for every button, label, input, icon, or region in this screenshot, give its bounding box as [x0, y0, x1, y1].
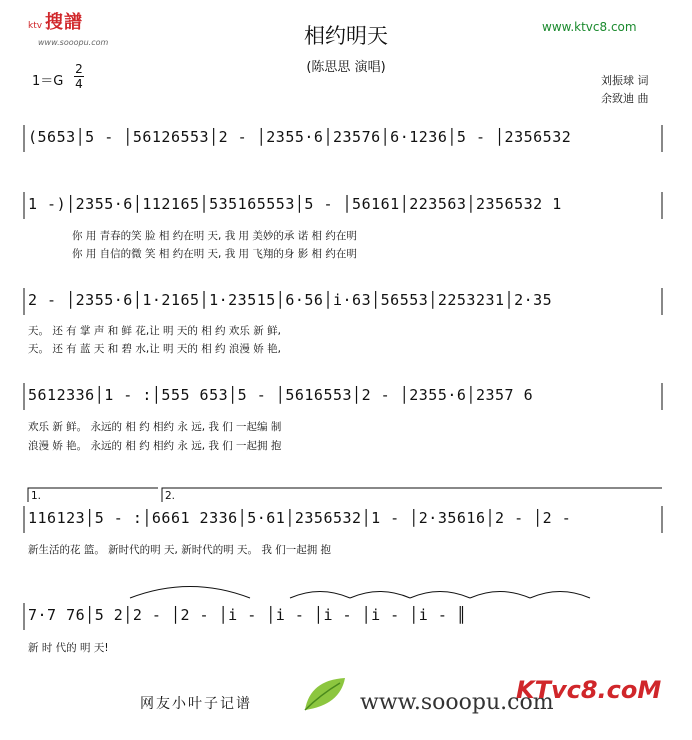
- score-row-2: 1 -)│2355·6│112165│535165553│5 - │56161│223563│2356532 1: [28, 195, 562, 213]
- volta-2: 2.: [165, 490, 176, 502]
- score-row-5: 116123│5 - :│6661 2336│5·61│2356532│1 - │2·35616│2 - │2 -: [28, 509, 572, 527]
- meter-bottom: 4: [75, 77, 83, 91]
- lyric-row-4b: 浪漫 娇 艳。 永远的 相 约 相约 永 远, 我 们 一起拥 抱: [28, 440, 282, 452]
- logo-prefix: ktv: [28, 21, 43, 31]
- lyric-row-2b: 你 用 自信的微 笑 相 约在明 天, 我 用 飞翔的身 影 相 约在明: [72, 248, 357, 260]
- lyric-row-3b: 天。 还 有 蓝 天 和 碧 水,让 明 天的 相 约 浪漫 娇 艳,: [28, 343, 281, 355]
- footer-url[interactable]: www.sooopu.com: [360, 690, 554, 715]
- lyric-row-3a: 天。 还 有 掌 声 和 鲜 花,让 明 天的 相 约 欢乐 新 鲜,: [28, 325, 281, 337]
- score-row-6: 7·7 76│5 2│2 - │2 - │i - │i - │i - │i - │i - ║: [28, 606, 467, 624]
- footer-brand[interactable]: KTvc8.coM: [516, 676, 662, 704]
- song-subtitle: (陈思思 演唱): [306, 60, 386, 75]
- leaf-icon: [300, 675, 350, 715]
- composer: 余致迪 曲: [601, 92, 649, 105]
- lyric-row-5a: 新生活的花 篮。 新时代的明 天, 新时代的明 天。 我 们一起拥 抱: [28, 544, 332, 556]
- lyric-row-6a: 新 时 代的 明 天!: [28, 642, 109, 654]
- meter-top: 2: [75, 62, 83, 76]
- logo-url: www.sooopu.com: [38, 38, 109, 47]
- site-url[interactable]: www.ktvc8.com: [542, 20, 637, 34]
- lyric-row-2a: 你 用 青春的笑 脸 相 约在明 天, 我 用 美妙的承 诺 相 约在明: [72, 230, 357, 242]
- lyric-row-4a: 欢乐 新 鲜。 永远的 相 约 相约 永 远, 我 们 一起编 制: [28, 421, 282, 433]
- logo-brand: 搜譜: [44, 12, 83, 33]
- song-title: 相约明天: [304, 24, 388, 48]
- key-signature: 1＝G: [32, 74, 64, 89]
- volta-1: 1.: [31, 490, 42, 502]
- score-row-1: (5653│5 - │56126553│2 - │2355·6│23576│6·1236│5 - │2356532: [28, 128, 572, 146]
- score-row-4: 5612336│1 - :│555 653│5 - │5616553│2 - │2355·6│2357 6: [28, 386, 534, 404]
- recorder-credit: 网友小叶子记谱: [140, 696, 252, 712]
- score-row-3: 2 - │2355·6│1·2165│1·23515│6·56│i·63│56553│2253231│2·35: [28, 291, 553, 309]
- lyricist: 刘振球 词: [601, 74, 649, 87]
